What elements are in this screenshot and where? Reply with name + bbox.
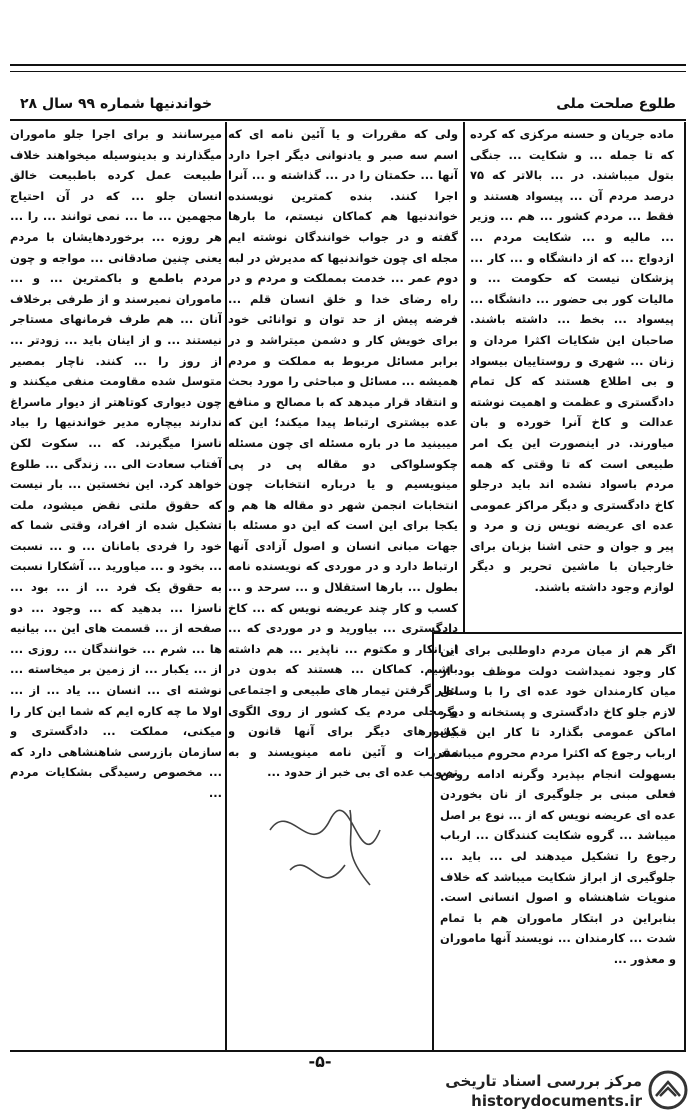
top-rule-thin (10, 71, 686, 72)
bottom-rule (10, 1050, 686, 1052)
article-text: ولی که مقررات و یا آئین نامه ای که اسم سه صبر و یادنوانی دیگر اجرا دارد آنها ... حکمتان را در ... گذاشته و ... آنرا اجرا کنند. بنده کمترین نویسنده خواندنیها هم کماکان نیستم، ما بارها گفته و در جواب خوانندگان نوشته ایم مجله ای چون خواندنیها که مدیرش در لبه دوم عمر ... خدمت بمملکت و مردم و در راه رضای خدا و خلق انسان قلم ... فرضه پیش از حد توان و توانائی خود برای خویش کار و دشمن میتراشد و در برابر مسائل مربوط به مملکت و مردم همیشه ... مسائل و مباحثی را مورد بحث و انتقاد قرار میدهد که با مصالح و منافع عده بیشتری ارتباط پیدا میکند؛ این که میبینید ما در باره مسئله ای چون مسئله چکوسلواکی دو مقاله پی در پی مینویسیم و یا درباره انتخابات چون انتخابات انجمن شهر دو مقاله ها هم و یکجا برای این است که این دو مسئله با جهات مبانی انسان و اصول آزادی آنها ارتباط دارد و در موردی که نویسنده نامه بطول ... بارها استقلال و ... سرحد و ... کسب و کار چند عریضه نویس که ... کاخ دادگستری ... بیاورید و در موردی که ... از انکار و مکتوم ... ناپذیر ... هم داشته باشیم. کماکان ... هستند که بدون در نظر گرفتن تیمار های طبیعی و اجتماعی و محلی مردم یک کشور از روی الگوی کشورهای دیگر برای آنها قانون و مقررات و آئین نامه مینویسند و به تصویب عده ای بی خبر از حدود ... (228, 127, 458, 780)
watermark-title: مرکز بررسی اسناد تاریخی (445, 1072, 642, 1090)
article-text: میرسانند و برای اجرا جلو ماموران میگذارند و بدینوسیله میخواهند خلاف طبیعت عمل کرده باطبیعت خالق انسان جلو ... که در آن احتیاج مجهمین ... ما ... نمی توانند ... را ... هر روزه ... برخوردهایشان با مردم یعنی چنین صادقانی ... مواجه و چون مردم باطمع و باکمترین ... و ... ماموران نمیرسند و از طرفی برخلاف آنان ... هم طرف فرمانهای مستاجر نیستند ... و از اینان بايد ... زودتر ... از روز را ... کنند. ناچار بمصیر متوسل شده مقاومت منفی میکنند و چون دیواری کوتاهتر از دیوار ماسراغ ندارند بیچاره مدیر خواندنیها را بیاد ناسزا میگیرند. که ... سکوت لکن آفتاب سعادت الی ... زندگی ... طلوع خواهد کرد. این نخستین ... بار نیست که حقوق ملتی نقض میشود، ملت تشکیل شده از افراد، وقتی شما که خود را فردی بامانان ... و ... نسبت ... بخود و ... میاورید ... آشکارا نسبت به حقوق یک فرد ... از ... بود ... ناسزا ... بدهید که ... وجود ... دو صفحه از ... قسمت های این ... بیانیه ها ... شرم ... خوانندگان ... روزی ... از ... یکبار ... از زمین بر میخاسته ... نوشته ای ... انسان ... یاد ... از ... اولا ما چه کاره ایم که شما این کار را میکنی، مملکت ... دادگستری و سازمان بازرسی شاهنشاهی دارد که ... مخصوص رسیدگی بشکایات مردم ... (10, 127, 222, 800)
article-text: ماده جریان و حسنه مرکزی که کرده که تا جمله ... و شکایت ... جنگی بتول میباشند. در ... بالاتر که ۷۵ درصد مردم آن ... پیسواد هستند و فقط ... مردم کشور ... هم ... وزیر ... مالیه و ... شکایت مردم ... ازدواج ... که از دانشگاه و ... کار ... پزشکان نیست که حکومت ... و مالیات کور بی حضور ... دانشگاه ... پیسواد ... بخط ... داشته باشند. صاحبان این شکایات اکثرا مردان و زنان ... شهری و روستاییان بیسواد و بی اطلاع هستند که کل تمام دادگستری و عظمت و اهمیت نوشته عدالت و کاخ آنرا خورده و بان میاورند. در اینصورت این یک امر طبیعی است که تا وقتی که همه مردم باسواد نشده اند باید درجلو کاخ دادگستری و دیگر مراکز عمومی عده ای عریضه نویس زن و مرد و پیر و جوان و حتی اشنا بزبان برای خارجیان با ماشین تحریر و دیگر لوازم وجود داشته باشند. (470, 127, 674, 595)
header-title: طلوع صلحت ملی (556, 96, 676, 112)
article-column-left (10, 124, 222, 1049)
column-rule-left (225, 122, 227, 1052)
box-rule-top (432, 632, 682, 634)
header-issue: خواندنیها شماره ۹۹ سال ۲۸ (20, 96, 213, 112)
column-rule-middle (463, 122, 465, 632)
top-rule (10, 64, 686, 66)
page-number: -۵- (308, 1052, 332, 1071)
watermark-url: historydocuments.ir (471, 1092, 642, 1110)
header-rule (10, 119, 686, 121)
outer-rule-right (684, 122, 686, 1052)
article-column-right-top (470, 124, 674, 624)
article-text: اگر هم از میان مردم داوطلبی برای این کار وجود نمیداشت دولت موظف بود از میان کارمندان خود عده ای را با وسائل لازم جلو کاخ دادگستری و پستخانه و دیگر اماکن عمومی بگذارد تا کار این قبیل ارباب رجوع که اکثرا مردم محروم میباشند بسهولت انجام بپذیرد وگرنه ادامه روش فعلی مبنی بر جلوگیری از نان بخوردن عده ای عریضه نویس که از ... نوع بر اصل میباشد ... گروه شکایت کنندگان ... ارباب رجوع را تشکیل میدهند لی ... باید ... جلوگیری از ابراز شکایت میباشد که خلاف منویات شاهنشاه و اصول انسانی است. بنابراین در ابتکار ماموران هم با تمام شدت ... کارمندان ... نویسند آنها ماموران و معذور ... (440, 643, 676, 966)
watermark (410, 1068, 690, 1114)
handwritten-scribble (250, 790, 410, 910)
page-header (14, 92, 682, 116)
book-logo-icon (646, 1070, 690, 1110)
article-column-right-bottom (440, 640, 676, 1050)
article-column-middle (228, 124, 458, 1049)
